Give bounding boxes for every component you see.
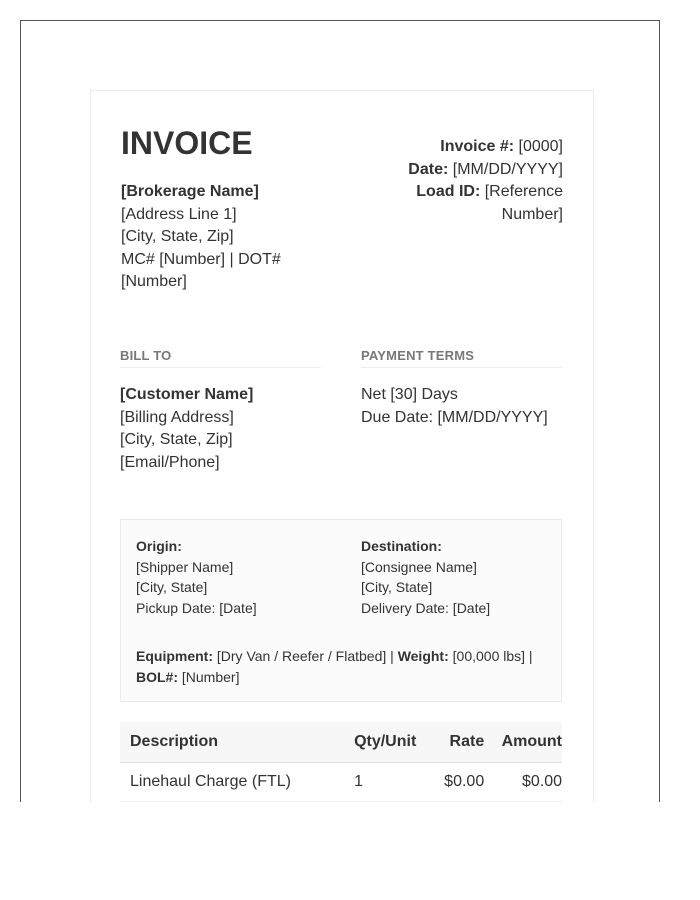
- line-item-qty: 1: [344, 763, 429, 802]
- billing-address: [Billing Address]: [120, 408, 234, 426]
- invoice-meta: [373, 136, 563, 226]
- origin-name: [Shipper Name]: [136, 558, 234, 575]
- line-items-header-row: [120, 722, 562, 763]
- payment-terms-net: Net [30] Days: [361, 386, 458, 403]
- payment-terms-body: [361, 384, 562, 429]
- payment-terms-heading: PAYMENT TERMS: [361, 348, 562, 368]
- company-name: [Brokerage Name]: [121, 183, 259, 200]
- invoice-header: [121, 91, 563, 301]
- equipment-label: Equipment:: [136, 648, 213, 664]
- invoice-title: INVOICE: [121, 125, 253, 161]
- billing-city-state-zip: [City, State, Zip]: [120, 431, 233, 448]
- load-id-label: Load ID:: [416, 183, 481, 200]
- equipment-line: [136, 646, 556, 687]
- invoice-number-value: [0000]: [518, 138, 563, 155]
- invoice-number-row: [373, 136, 563, 159]
- invoice-date-value: [MM/DD/YYYY]: [452, 160, 563, 178]
- customer-name: [Customer Name]: [120, 386, 254, 403]
- destination-block: [361, 536, 561, 618]
- invoice-date-row: [373, 159, 563, 182]
- line-item-description: Linehaul Charge (FTL): [120, 763, 344, 802]
- description-header: Description: [120, 722, 344, 763]
- weight-label: Weight:: [397, 648, 449, 664]
- company-info: [121, 181, 321, 294]
- pickup-date: Pickup Date: [Date]: [136, 599, 257, 616]
- amount-header: Amount: [484, 722, 562, 763]
- company-city-state-zip: [City, State, Zip]: [121, 228, 234, 245]
- destination-city: [City, State]: [361, 579, 433, 595]
- company-address: [Address Line 1]: [121, 205, 237, 223]
- origin-block: [136, 536, 336, 618]
- delivery-date: Delivery Date: [Date]: [361, 599, 491, 616]
- company-mc-dot-continued: [Number]: [121, 273, 187, 290]
- load-id-row: [373, 181, 563, 204]
- origin-label: Origin:: [136, 538, 182, 554]
- shipment-details: [120, 519, 562, 702]
- destination-label: Destination:: [361, 538, 442, 554]
- bill-to-heading: BILL TO: [120, 348, 321, 368]
- line-item-amount: $0.00: [484, 763, 562, 802]
- billing-contact: [Email/Phone]: [120, 453, 220, 471]
- invoice-number-label: Invoice #:: [440, 138, 515, 155]
- line-item-rate: $0.00: [429, 763, 484, 802]
- weight-value: [00,000 lbs] |: [448, 648, 533, 664]
- invoice-date-label: Date:: [408, 160, 449, 178]
- equipment-value: [Dry Van / Reefer / Flatbed] |: [213, 648, 398, 664]
- payment-terms: [361, 348, 562, 429]
- company-mc-dot: MC# [Number] | DOT#: [121, 250, 281, 268]
- page-frame: [20, 20, 660, 802]
- table-row: [120, 763, 562, 802]
- payment-due-date: Due Date: [MM/DD/YYYY]: [361, 408, 548, 426]
- bill-to: [120, 348, 321, 474]
- rate-header: Rate: [429, 722, 484, 763]
- load-id-value-continued: Number]: [501, 205, 563, 223]
- qty-unit-header: Qty/Unit: [344, 722, 429, 763]
- billing-section: [120, 348, 562, 488]
- destination-name: [Consignee Name]: [361, 558, 477, 575]
- load-id-value: [Reference: [484, 183, 563, 200]
- line-items-table: [120, 722, 562, 802]
- bol-label: BOL#:: [136, 668, 178, 685]
- bill-to-body: [120, 384, 321, 474]
- origin-city: [City, State]: [136, 579, 208, 595]
- bol-value: [Number]: [178, 668, 240, 685]
